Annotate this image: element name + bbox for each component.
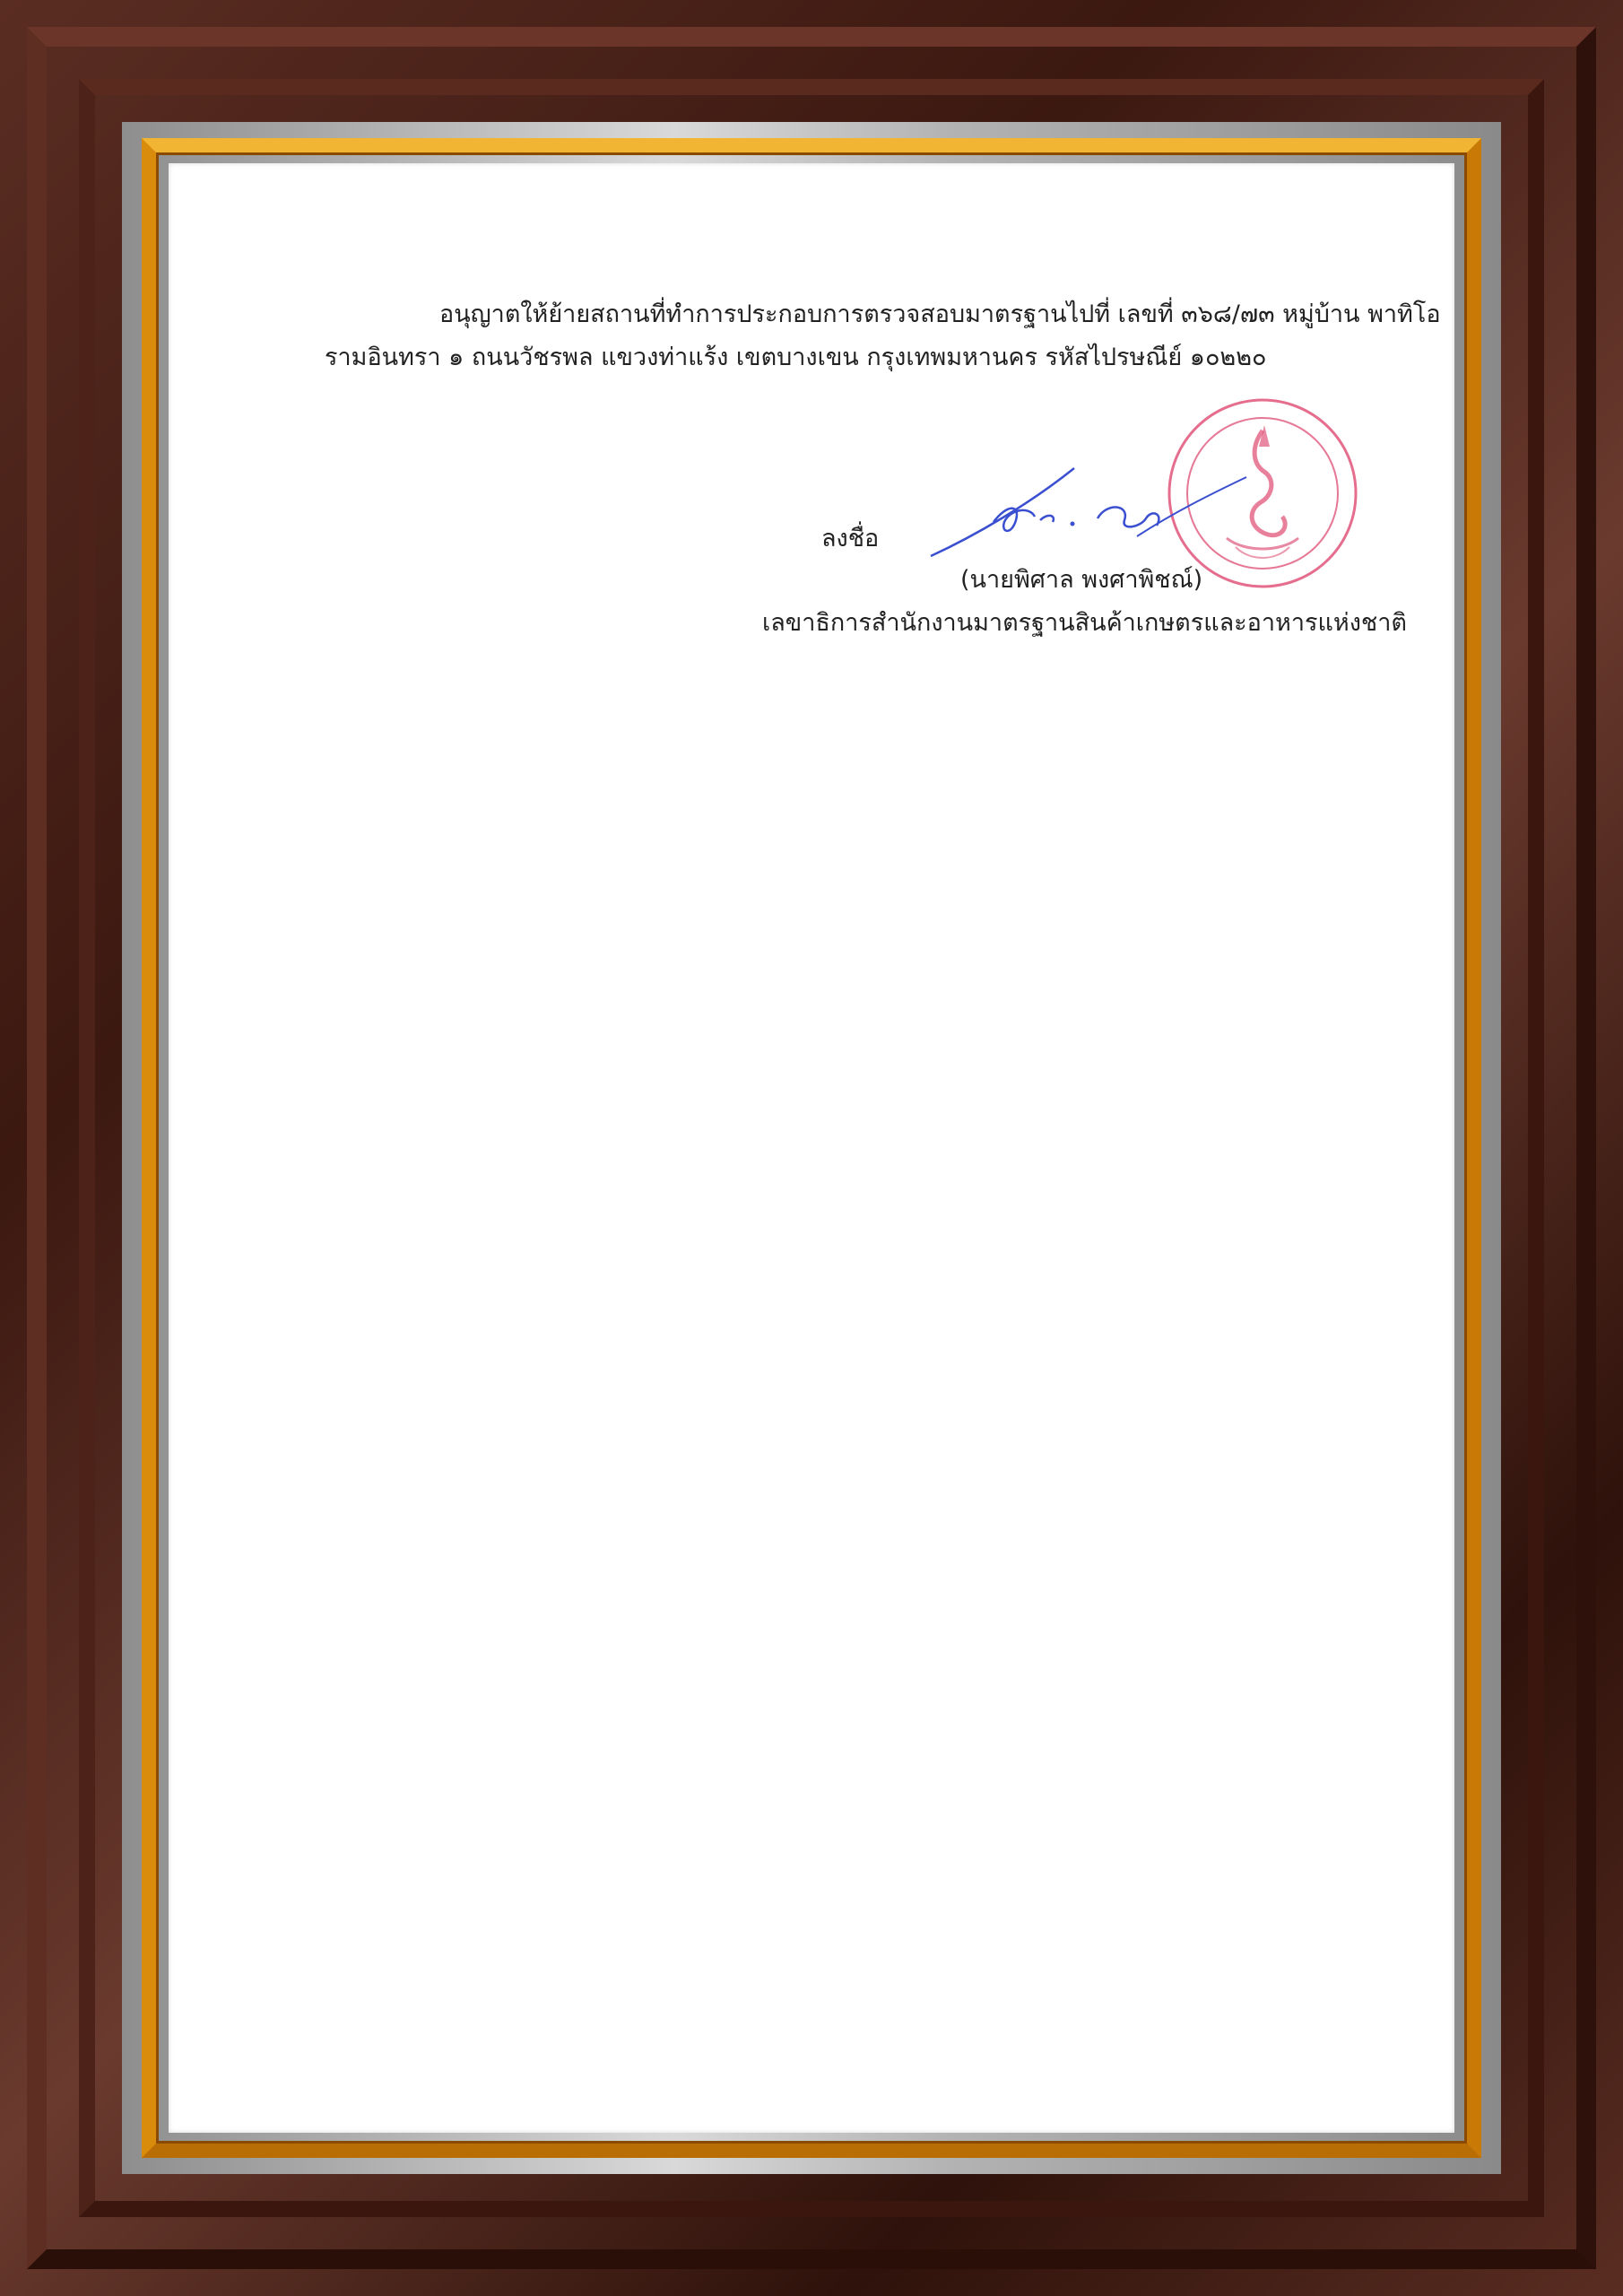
sign-label: ลงชื่อ (821, 525, 880, 552)
signature-icon (922, 450, 1263, 567)
signatory-title: เลขาธิการสำนักงานมาตรฐานสินค้าเกษตรและอาหารแห่งชาติ (762, 609, 1407, 637)
document-page (169, 163, 1454, 2133)
paragraph-line-1: อนุญาตให้ย้ายสถานที่ทำการประกอบการตรวจสอบมาตรฐานไปที่ เลขที่ ๓๖๘/๗๓ หมู่บ้าน พาทิโอ (439, 300, 1441, 328)
paragraph-line-2: รามอินทรา ๑ ถนนวัชรพล แขวงท่าแร้ง เขตบางเขน กรุงเทพมหานคร รหัสไปรษณีย์ ๑๐๒๒๐ (325, 344, 1267, 371)
signatory-name: (นายพิศาล พงศาพิชณ์) (960, 566, 1203, 594)
